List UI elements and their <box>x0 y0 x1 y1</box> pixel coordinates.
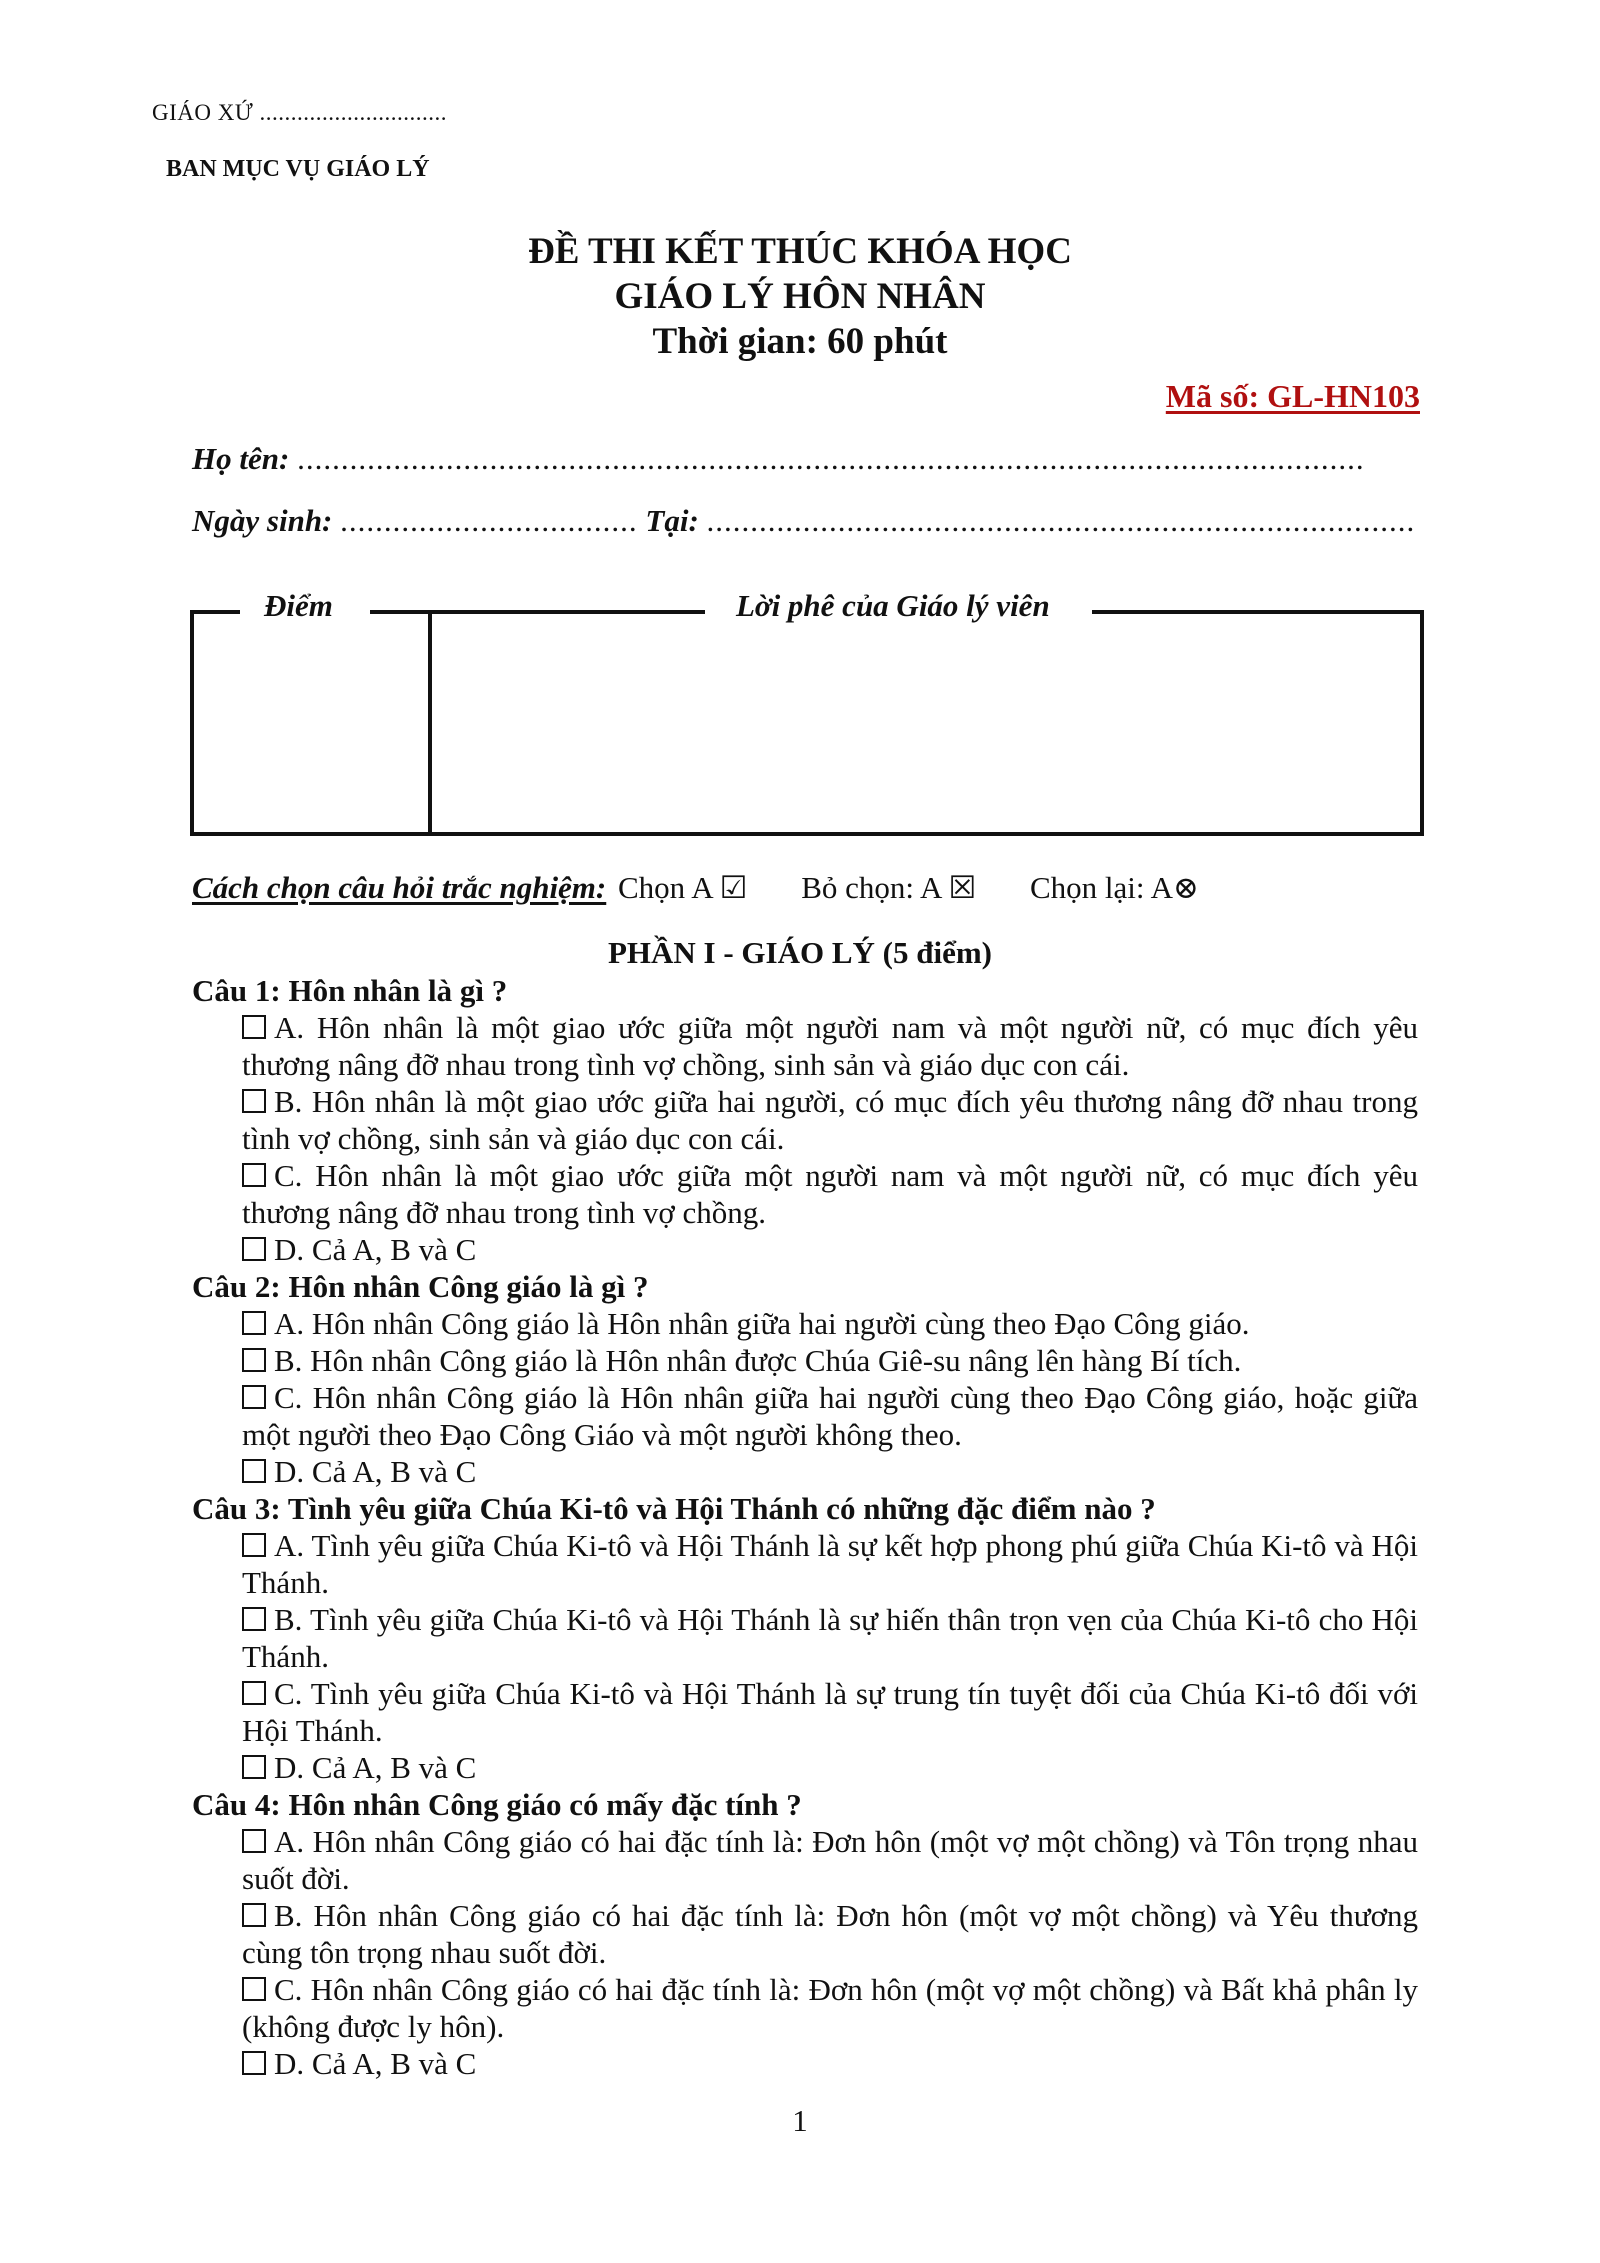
answer-instructions <box>192 870 1199 906</box>
instructions-label: Cách chọn câu hỏi trắc nghiệm: <box>192 870 607 905</box>
answer-option[interactable] <box>192 1379 1418 1453</box>
checkbox-icon[interactable] <box>242 1163 266 1187</box>
place-dots: ................................................................................. <box>706 503 1416 538</box>
checkbox-icon[interactable] <box>242 2051 266 2075</box>
unchoose-instruction: Bỏ chọn: A ☒ <box>801 870 977 905</box>
question-3 <box>192 1490 1418 1786</box>
question-1 <box>192 972 1418 1268</box>
answer-option[interactable] <box>192 1009 1418 1083</box>
answer-text: B. Tình yêu giữa Chúa Ki-tô và Hội Thánh là sự hiến thân trọn vẹn của Chúa Ki-tô cho Hội Thánh. <box>242 1602 1418 1674</box>
checkbox-icon[interactable] <box>242 1237 266 1261</box>
box-top-border <box>370 610 705 614</box>
answer-option[interactable] <box>192 1897 1418 1971</box>
answer-text: C. Tình yêu giữa Chúa Ki-tô và Hội Thánh là sự trung tín tuyệt đối của Chúa Ki-tô đối với Hội Thánh. <box>242 1676 1418 1748</box>
answer-text: C. Hôn nhân là một giao ước giữa một người nam và một người nữ, có mục đích yêu thương nâng đỡ nhau trong tình vợ chồng. <box>242 1158 1418 1230</box>
checkbox-icon[interactable] <box>242 1681 266 1705</box>
answer-option[interactable] <box>192 1342 1418 1379</box>
answer-text: D. Cả A, B và C <box>274 1750 477 1785</box>
box-top-border <box>190 610 240 614</box>
checkbox-icon[interactable] <box>242 1089 266 1113</box>
answer-text: D. Cả A, B và C <box>274 1454 477 1489</box>
checkbox-icon[interactable] <box>242 1015 266 1039</box>
exam-subtitle: GIÁO LÝ HÔN NHÂN <box>614 276 986 317</box>
rechoose-instruction: Chọn lại: A⊗ <box>1030 870 1199 905</box>
answer-option[interactable] <box>192 1601 1418 1675</box>
exam-code: Mã số: GL-HN103 <box>1165 378 1420 414</box>
checkbox-icon[interactable] <box>242 1533 266 1557</box>
question-list <box>192 972 1418 2082</box>
answer-option[interactable] <box>192 1749 1418 1786</box>
section-title: PHẦN I - GIÁO LÝ (5 điểm) <box>607 935 993 970</box>
answer-text: A. Hôn nhân Công giáo có hai đặc tính là: Đơn hôn (một vợ một chồng) và Tôn trọng nhau suốt đời. <box>242 1824 1418 1896</box>
answer-text: A. Hôn nhân Công giáo là Hôn nhân giữa hai người cùng theo Đạo Công giáo. <box>274 1306 1250 1341</box>
name-dots: .......................................................................................................................... <box>297 441 1365 476</box>
answer-option[interactable] <box>192 1305 1418 1342</box>
answer-text: A. Tình yêu giữa Chúa Ki-tô và Hội Thánh là sự kết hợp phong phú giữa Chúa Ki-tô và Hội Thánh. <box>242 1528 1418 1600</box>
name-label: Họ tên: <box>192 441 290 476</box>
exam-title: ĐỀ THI KẾT THÚC KHÓA HỌC <box>528 231 1072 272</box>
place-label: Tại: <box>645 503 699 538</box>
question-2 <box>192 1268 1418 1490</box>
checkbox-icon[interactable] <box>242 1348 266 1372</box>
box-top-border <box>1092 610 1420 614</box>
question-text: Câu 3: Tình yêu giữa Chúa Ki-tô và Hội Thánh có những đặc điểm nào ? <box>192 1491 1156 1526</box>
answer-text: C. Hôn nhân Công giáo là Hôn nhân giữa hai người cùng theo Đạo Công giáo, hoặc giữa một người theo Đạo Công Giáo và một người không theo. <box>242 1380 1418 1452</box>
choose-instruction: Chọn A ☑ <box>618 870 748 905</box>
answer-option[interactable] <box>192 1971 1418 2045</box>
birth-dots: .................................. <box>340 503 638 538</box>
answer-text: A. Hôn nhân là một giao ước giữa một người nam và một người nữ, có mục đích yêu thương nâng đỡ nhau trong tình vợ chồng, sinh sản và giáo dục con cái. <box>242 1010 1418 1082</box>
question-text: Câu 4: Hôn nhân Công giáo có mấy đặc tính ? <box>192 1787 802 1822</box>
page-number: 1 <box>792 2103 808 2138</box>
box-divider <box>428 610 432 836</box>
answer-option[interactable] <box>192 1823 1418 1897</box>
parish-label: GIÁO XỨ .............................. <box>152 100 447 125</box>
answer-option[interactable] <box>192 1527 1418 1601</box>
checkbox-icon[interactable] <box>242 1385 266 1409</box>
checkbox-icon[interactable] <box>242 1459 266 1483</box>
catechism-board-label: BAN MỤC VỤ GIÁO LÝ <box>166 156 430 182</box>
checkbox-icon[interactable] <box>242 1311 266 1335</box>
question-text: Câu 1: Hôn nhân là gì ? <box>192 973 508 1008</box>
answer-option[interactable] <box>192 1231 1418 1268</box>
checkbox-icon[interactable] <box>242 1607 266 1631</box>
answer-text: D. Cả A, B và C <box>274 1232 477 1267</box>
answer-text: B. Hôn nhân Công giáo có hai đặc tính là: Đơn hôn (một vợ một chồng) và Yêu thương cùng tôn trọng nhau suốt đời. <box>242 1898 1418 1970</box>
checkbox-icon[interactable] <box>242 1829 266 1853</box>
checkbox-icon[interactable] <box>242 1903 266 1927</box>
answer-text: C. Hôn nhân Công giáo có hai đặc tính là: Đơn hôn (một vợ một chồng) và Bất khả phân ly (không được ly hôn). <box>242 1972 1418 2044</box>
answer-option[interactable] <box>192 1453 1418 1490</box>
checkbox-icon[interactable] <box>242 1977 266 2001</box>
answer-option[interactable] <box>192 1083 1418 1157</box>
question-text: Câu 2: Hôn nhân Công giáo là gì ? <box>192 1269 649 1304</box>
answer-text: D. Cả A, B và C <box>274 2046 477 2081</box>
name-field[interactable] <box>192 441 1365 477</box>
grade-comment-box[interactable] <box>190 610 1424 836</box>
question-4 <box>192 1786 1418 2082</box>
answer-option[interactable] <box>192 1157 1418 1231</box>
answer-option[interactable] <box>192 1675 1418 1749</box>
exam-duration: Thời gian: 60 phút <box>652 321 948 362</box>
answer-option[interactable] <box>192 2045 1418 2082</box>
checkbox-icon[interactable] <box>242 1755 266 1779</box>
score-label: Điểm <box>258 588 339 624</box>
comment-label: Lời phê của Giáo lý viên <box>730 588 1056 624</box>
answer-text: B. Hôn nhân Công giáo là Hôn nhân được Chúa Giê-su nâng lên hàng Bí tích. <box>274 1343 1242 1378</box>
birth-field[interactable] <box>192 503 1415 539</box>
answer-text: B. Hôn nhân là một giao ước giữa hai người, có mục đích yêu thương nâng đỡ nhau trong tình vợ chồng, sinh sản và giáo dục con cái. <box>242 1084 1418 1156</box>
birth-label: Ngày sinh: <box>192 503 333 538</box>
